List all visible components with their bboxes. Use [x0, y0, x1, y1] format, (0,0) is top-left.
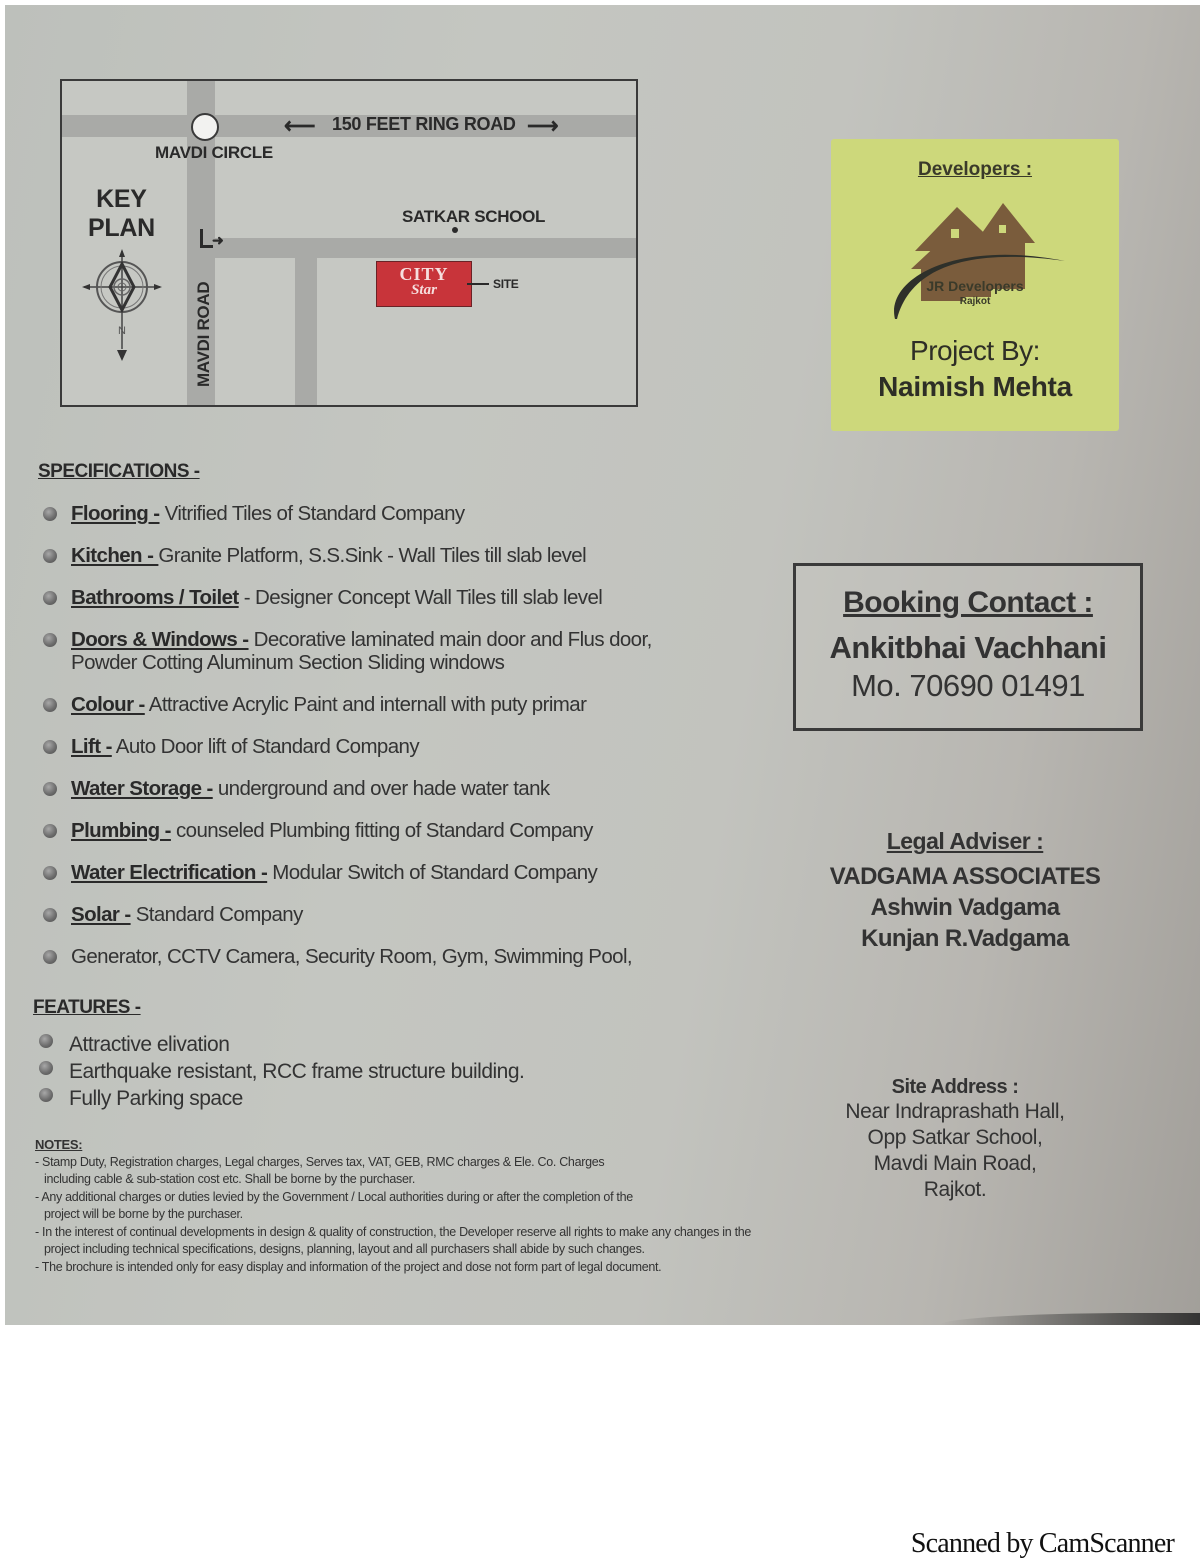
spec-key: Plumbing - — [71, 819, 171, 842]
notes-title: NOTES: — [35, 1137, 83, 1152]
spec-key: Bathrooms / Toilet — [71, 586, 239, 609]
spec-text: Vitrified Tiles of Standard Company — [159, 502, 465, 525]
specifications-title: SPECIFICATIONS - — [38, 461, 200, 482]
booking-contact-box — [793, 563, 1143, 731]
note-item: - Stamp Duty, Registration charges, Legal charges, Serves tax, VAT, GEB, RMC charges & Ele. Co. Charges including cable & sub-station cost etc. Shall be borne by the purchaser. — [35, 1154, 605, 1186]
spec-item-doors-windows — [41, 628, 661, 674]
site-logo-city-star — [376, 261, 472, 307]
spec-text: Granite Platform, S.S.Sink - Wall Tiles till slab level — [158, 544, 587, 567]
spec-text: Generator, CCTV Camera, Security Room, Gym, Swimming Pool, — [71, 945, 633, 968]
spec-key: Doors & Windows - — [71, 628, 249, 651]
bullet-icon — [43, 740, 57, 754]
spec-text: Standard Company — [130, 903, 303, 926]
bullet-icon — [43, 633, 57, 647]
spec-text: Decorative laminated main door and Flus door, Powder Cotting Aluminum Section Sliding windows — [71, 628, 652, 674]
developers-box — [831, 139, 1119, 431]
specifications-list — [41, 502, 681, 968]
legal-adviser-firm: VADGAMA ASSOCIATES — [829, 863, 1101, 890]
developer-logo-name: JR Developers — [926, 278, 1024, 294]
site-address-line: Mavdi Main Road, — [873, 1152, 1037, 1175]
site-logo-star: Star — [411, 282, 437, 298]
spec-item-bathrooms — [41, 586, 681, 609]
bullet-icon — [43, 824, 57, 838]
spec-text: Auto Door lift of Standard Company — [111, 735, 419, 758]
bullet-icon — [43, 698, 57, 712]
notes-section — [35, 1136, 755, 1276]
spec-text: - Designer Concept Wall Tiles till slab level — [238, 586, 603, 609]
spec-item-lift — [41, 735, 681, 758]
compass-icon — [82, 249, 162, 369]
arrow-right-icon: ⟶ — [527, 113, 559, 138]
feature-text: Earthquake resistant, RCC frame structure building. — [69, 1060, 525, 1083]
site-address-title: Site Address : — [891, 1076, 1019, 1098]
bullet-icon — [39, 1034, 53, 1048]
project-by-label: Project By: — [910, 335, 1040, 366]
camscanner-watermark: Scanned by CamScanner — [910, 1528, 1174, 1559]
feature-item — [37, 1031, 524, 1058]
spec-item-solar — [41, 903, 681, 926]
legal-adviser-section — [805, 828, 1125, 954]
feature-text: Attractive elivation — [69, 1033, 230, 1056]
mavdi-circle-marker — [191, 113, 219, 141]
bullet-icon — [39, 1061, 53, 1075]
spec-text: Attractive Acrylic Paint and internall with puty primar — [144, 693, 587, 716]
school-location-dot — [452, 227, 458, 233]
spec-key: Water Electrification - — [71, 861, 268, 884]
booking-contact-phone: Mo. 70690 01491 — [851, 668, 1085, 703]
spec-item-plumbing — [41, 819, 681, 842]
booking-contact-name: Ankitbhai Vachhani — [829, 630, 1107, 665]
key-plan-title-line1: KEY — [96, 185, 147, 213]
feature-item — [37, 1058, 524, 1085]
bullet-icon — [43, 908, 57, 922]
side-road — [215, 238, 638, 258]
spec-key: Colour - — [71, 693, 145, 716]
spec-key: Water Storage - — [71, 777, 213, 800]
key-plan-map — [60, 79, 638, 407]
site-pointer-line — [467, 283, 489, 285]
note-item: - In the interest of continual developments in design & quality of construction, the Developer reserve all rights to make any changes in the project including technical specifications, designs, planning, layout and all purchasers shall abide by such changes. — [35, 1224, 752, 1256]
note-item: - Any additional charges or duties levied by the Government / Local authorities during or after the completion of the project will be borne by the purchaser. — [35, 1189, 633, 1221]
site-address-line: Rajkot. — [923, 1178, 987, 1201]
project-by-name: Naimish Mehta — [878, 371, 1072, 402]
spec-item-kitchen — [41, 544, 681, 567]
spec-key: Flooring - — [71, 502, 160, 525]
site-address-line: Opp Satkar School, — [867, 1126, 1043, 1149]
spec-text: counseled Plumbing fitting of Standard Company — [170, 819, 593, 842]
bullet-icon — [43, 950, 57, 964]
site-logo-city: CITY — [399, 264, 449, 284]
turn-arrow-icon: ➜ — [212, 232, 224, 248]
ring-road-label: 150 FEET RING ROAD — [332, 114, 516, 134]
bullet-icon — [43, 549, 57, 563]
feature-text: Fully Parking space — [69, 1087, 243, 1110]
site-address-section — [805, 1076, 1105, 1203]
bullet-icon — [43, 507, 57, 521]
spec-key: Solar - — [71, 903, 131, 926]
side-road-vertical — [295, 258, 317, 407]
developers-title: Developers : — [917, 159, 1033, 180]
spec-item-electrification — [41, 861, 681, 884]
spec-text: Modular Switch of Standard Company — [267, 861, 598, 884]
features-title: FEATURES - — [33, 997, 141, 1018]
arrow-left-icon: ⟵ — [284, 113, 316, 138]
key-plan-title-line2: PLAN — [88, 214, 155, 242]
svg-text:N: N — [118, 325, 126, 337]
legal-adviser-name: Kunjan R.Vadgama — [861, 925, 1069, 952]
mavdi-road-label: MAVDI ROAD — [194, 281, 213, 387]
features-list — [37, 1031, 524, 1112]
bullet-icon — [43, 782, 57, 796]
feature-item — [37, 1085, 524, 1112]
bullet-icon — [43, 866, 57, 880]
satkar-school-label: SATKAR SCHOOL — [402, 207, 546, 226]
developer-logo-city: Rajkot — [959, 296, 991, 307]
bullet-icon — [39, 1088, 53, 1102]
spec-item-water-storage — [41, 777, 681, 800]
brochure-page — [5, 5, 1200, 1325]
spec-key: Kitchen - — [71, 544, 159, 567]
site-address-line: Near Indraprashath Hall, — [845, 1100, 1065, 1123]
spec-text: underground and over hade water tank — [212, 777, 550, 800]
spec-item-amenities — [41, 945, 681, 968]
key-plan-title — [88, 185, 155, 243]
note-item: - The brochure is intended only for easy display and information of the project and dose not form part of legal document. — [35, 1259, 662, 1274]
mavdi-circle-label: MAVDI CIRCLE — [155, 143, 273, 162]
booking-contact-title: Booking Contact : — [843, 586, 1093, 619]
legal-adviser-name: Ashwin Vadgama — [870, 894, 1060, 921]
bullet-icon — [43, 591, 57, 605]
spec-item-flooring — [41, 502, 681, 525]
legal-adviser-title: Legal Adviser : — [886, 828, 1044, 854]
site-label: SITE — [493, 277, 519, 291]
spec-item-colour — [41, 693, 681, 716]
spec-key: Lift - — [71, 735, 112, 758]
